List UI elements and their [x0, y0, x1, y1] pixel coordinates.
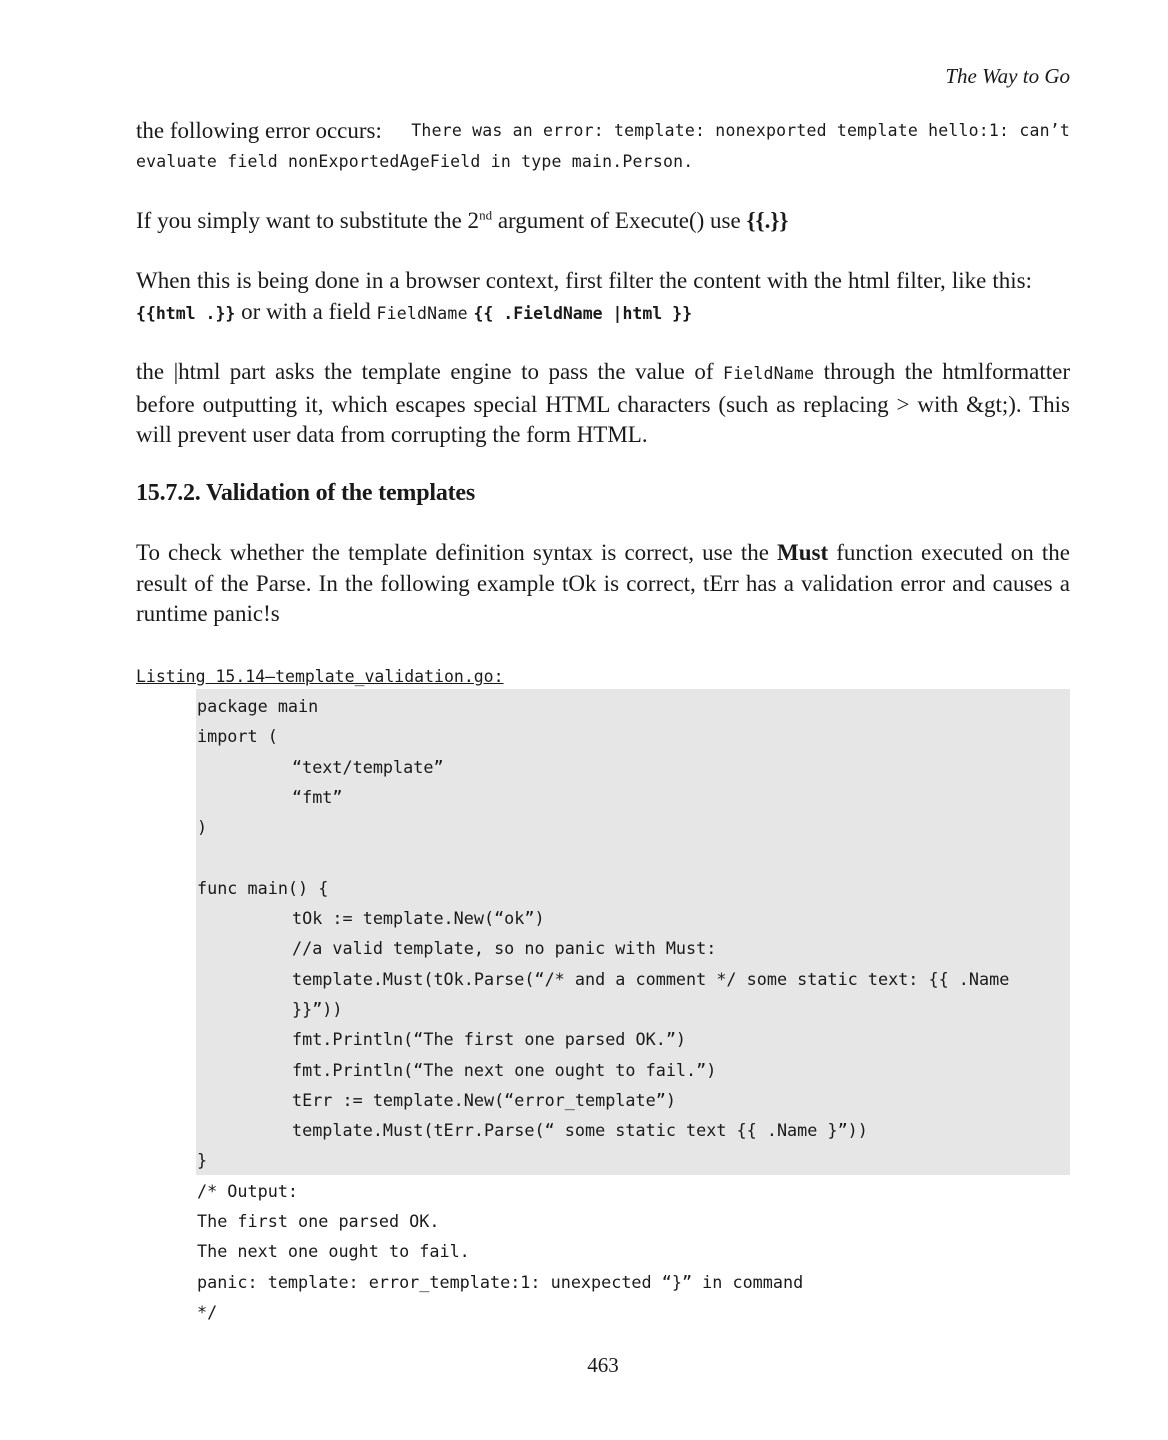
- code-line: template.Must(tErr.Parse(“ some static text {{ .Name }”)): [292, 1120, 868, 1141]
- code-line: “fmt”: [292, 786, 343, 807]
- error-message-line-1: There was an error: template: nonexported template hello:1: can’t: [411, 121, 1070, 140]
- code-listing: [197, 691, 1009, 1327]
- code-line: fmt.Println(“The first one parsed OK.”): [292, 1029, 687, 1050]
- text: To check whether the template definition syntax is correct, use the: [136, 540, 778, 565]
- error-message-line-2: evaluate field nonExportedAgeField in type main.Person.: [136, 151, 694, 171]
- text: When this is being done in a browser context, first filter the content with the html filter, like this:: [136, 268, 1032, 293]
- bold-must: Must: [777, 540, 829, 565]
- code-line: }}”)): [292, 998, 343, 1019]
- text: function executed on the result of the Parse. In the following example tOk is correct, tErr has a validation error and causes a runtime panic!s: [136, 540, 1070, 626]
- paragraph-html-part: [136, 357, 1070, 451]
- text: through the htmlformatter before outputting it, which escapes special HTML characters (such as replacing > with &gt;). This will prevent user data from corrupting the form HTML.: [136, 359, 1070, 447]
- listing-caption: Listing 15.14—template_validation.go:: [136, 667, 504, 686]
- code-line: func main() {: [197, 877, 329, 898]
- code-line: panic: template: error_template:1: unexpected “}” in command: [197, 1271, 804, 1292]
- code-line: The next one ought to fail.: [197, 1241, 470, 1262]
- paragraph-lead-text: the following error occurs:: [136, 118, 382, 143]
- document-page: [136, 0, 1070, 1440]
- code-line: */: [197, 1301, 218, 1322]
- error-first-line: [136, 116, 1070, 147]
- code-line: template.Must(tOk.Parse(“/* and a comment */ some static text: {{ .Name: [292, 968, 1010, 989]
- code-line: /* Output:: [197, 1180, 299, 1201]
- code-line: import (: [197, 726, 278, 747]
- superscript: nd: [479, 207, 493, 223]
- code-line: }: [197, 1150, 208, 1171]
- code-line: tErr := template.New(“error_template”): [292, 1089, 676, 1110]
- code-line: fmt.Println(“The next one ought to fail.”): [292, 1059, 717, 1080]
- text: If you simply want to substitute the 2: [136, 208, 480, 233]
- paragraph-must-function: [136, 538, 1070, 630]
- paragraph-error-output: [136, 116, 1070, 177]
- text: the |html part asks the template engine to pass the value of: [136, 359, 723, 384]
- paragraph-substitute: [136, 206, 1070, 237]
- code-line: [197, 842, 1009, 872]
- inline-code-fieldname: FieldName: [723, 364, 815, 383]
- code-line: ): [197, 817, 208, 838]
- paragraph-browser-context: [136, 266, 1070, 329]
- text: argument of Execute() use: [492, 208, 747, 233]
- code-line: package main: [197, 696, 319, 716]
- inline-code-fieldname: FieldName: [376, 303, 468, 323]
- inline-code-dot: {{.}}: [746, 208, 789, 233]
- code-line: tOk := template.New(“ok”): [292, 908, 545, 929]
- code-line: The first one parsed OK.: [197, 1211, 440, 1232]
- page-number: 463: [587, 1353, 619, 1377]
- section-heading: 15.7.2. Validation of the templates: [136, 480, 476, 506]
- code-line: “text/template”: [292, 756, 444, 777]
- inline-code-html-filter: {{html .}}: [136, 303, 236, 323]
- running-header: The Way to Go: [945, 64, 1070, 88]
- text: or with a field: [235, 298, 377, 324]
- inline-code-fieldname-filter: {{ .FieldName |html }}: [473, 303, 693, 323]
- code-line: //a valid template, so no panic with Must:: [292, 938, 717, 959]
